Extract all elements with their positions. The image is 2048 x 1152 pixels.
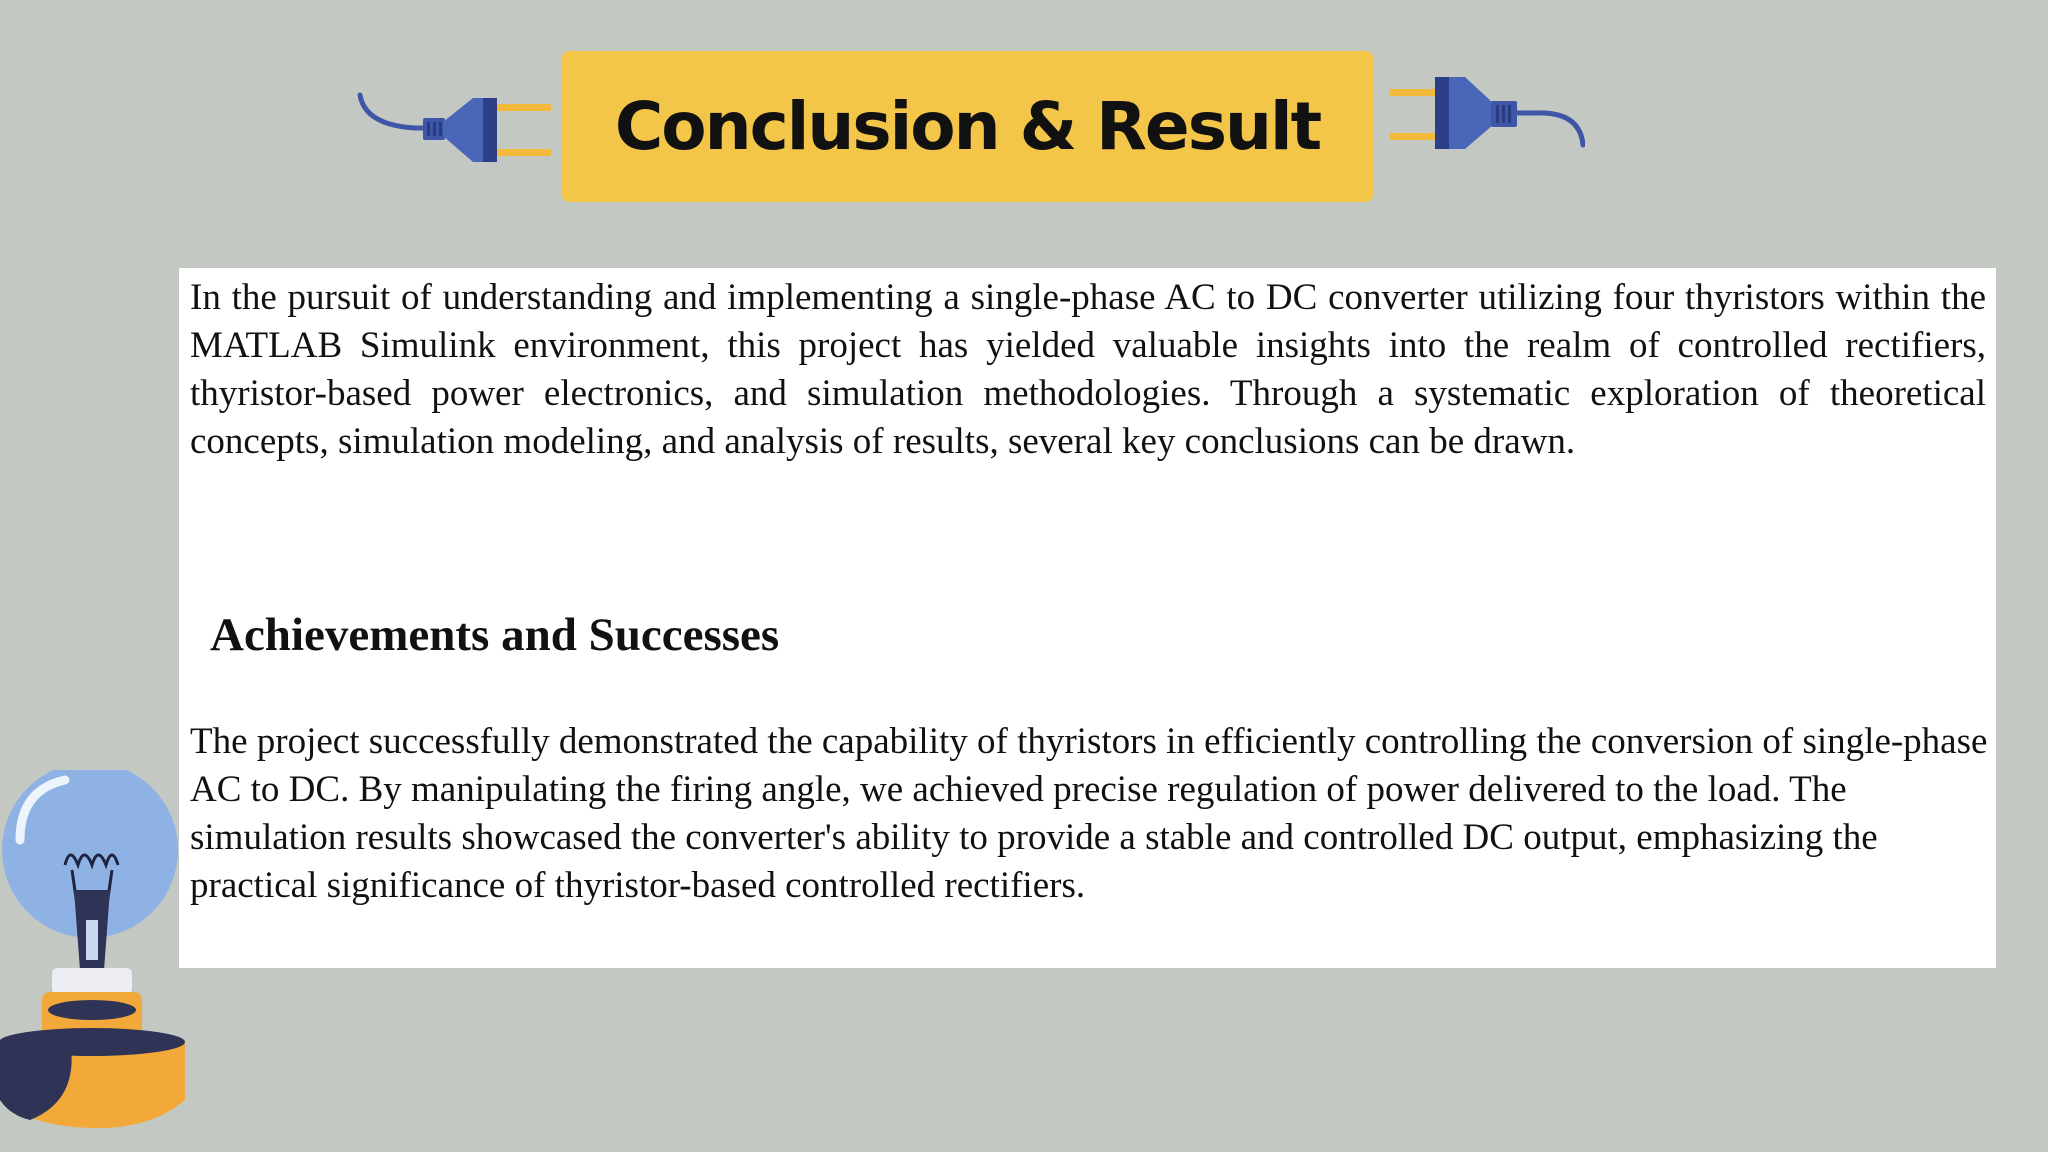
plug-left-icon (355, 70, 555, 170)
section-paragraph: The project successfully demonstrated the capability of thyristors in efficiently controlling the conversion of single-phase AC to DC. By manipulating the firing angle, we achieved precise regulation of power delivered to the load. The simulation results showcased the converter's ability to provide a stable and controlled DC output, emphasizing the practical significance of thyristor-based controlled rectifiers. (190, 721, 1988, 906)
title-banner (562, 51, 1373, 202)
plug-right-icon (1385, 65, 1585, 165)
content-box (179, 268, 1996, 968)
light-bulb-icon (0, 770, 190, 1130)
intro-paragraph: In the pursuit of understanding and implementing a single-phase AC to DC converter utilizing four thyristors within the MATLAB Simulink environment, this project has yielded valuable insights into the realm of controlled rectifiers, thyristor-based power electronics, and simulation methodologies. Through a systematic exploration of theoretical concepts, simulation modeling, and analysis of results, several key conclusions can be drawn. (190, 277, 1986, 462)
slide-title: Conclusion & Result (614, 88, 1321, 165)
section-heading: Achievements and Successes (210, 609, 780, 661)
